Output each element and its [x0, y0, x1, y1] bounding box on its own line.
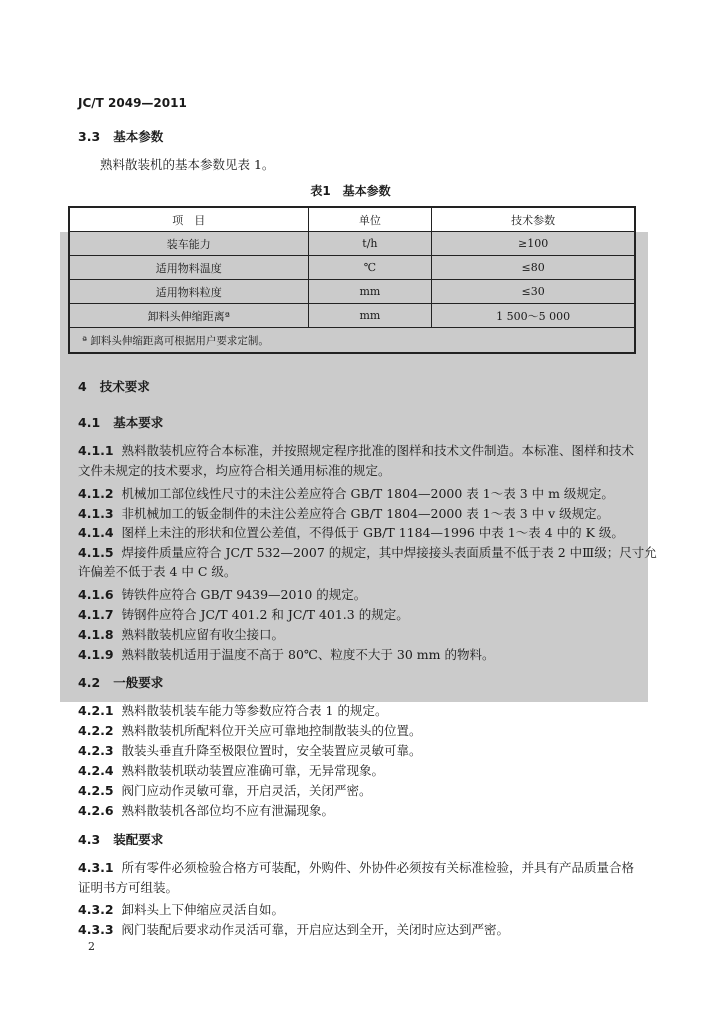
- table-cell: 适用物料粒度: [69, 280, 308, 304]
- table-cell: 装车能力: [69, 232, 308, 256]
- clause-number: 4.2.3: [78, 743, 114, 758]
- table-header-cell: 技术参数: [432, 207, 635, 232]
- section-title: 一般要求: [113, 675, 164, 690]
- table-cell: ≤80: [432, 256, 635, 280]
- clause-4-2-5: [78, 781, 372, 799]
- clause-number: 4.1.8: [78, 627, 114, 642]
- table-cell: ≥100: [432, 232, 635, 256]
- clause-4-1-2: [78, 484, 614, 502]
- table-row: [69, 280, 635, 304]
- clause-continuation: 证明书方可组装。: [78, 880, 179, 895]
- section-heading-3-3: [78, 127, 163, 145]
- clause-text: 铸铁件应符合 GB/T 9439—2010 的规定。: [121, 587, 367, 602]
- clause-4-1-6: [78, 585, 366, 603]
- standard-code: JC/T 2049—2011: [78, 96, 187, 110]
- clause-number: 4.1.9: [78, 647, 114, 662]
- clause-text: 熟料散装机适用于温度不高于 80℃、粒度不大于 30 mm 的物料。: [121, 647, 495, 662]
- clause-4-2-1: [78, 701, 387, 719]
- basic-parameters-table: [68, 206, 636, 354]
- section-title: 装配要求: [113, 832, 164, 847]
- page-number: 2: [88, 940, 95, 953]
- clause-4-3-1: [78, 858, 634, 876]
- clause-text: 熟料散装机联动装置应准确可靠，无异常现象。: [121, 763, 385, 778]
- table-cell: mm: [308, 280, 432, 304]
- clause-number: 4.1.4: [78, 525, 114, 540]
- clause-4-2-3: [78, 741, 422, 759]
- clause-4-2-4: [78, 761, 384, 779]
- table-cell: 适用物料温度: [69, 256, 308, 280]
- section-title: 技术要求: [99, 379, 150, 394]
- clause-4-1-7: [78, 605, 409, 623]
- clause-number: 4.1.7: [78, 607, 114, 622]
- table-header-row: [69, 207, 635, 232]
- clause-text: 卸料头上下伸缩应灵活自如。: [121, 902, 285, 917]
- clause-text: 非机械加工的钣金制件的未注公差应符合 GB/T 1804—2000 表 1～表 3 中 v 级规定。: [121, 506, 610, 521]
- table-cell: 1 500～5 000: [432, 304, 635, 328]
- table-cell: ≤30: [432, 280, 635, 304]
- clause-4-1-1: [78, 441, 634, 459]
- section-intro: 熟料散装机的基本参数见表 1。: [100, 157, 275, 172]
- table-cell: t/h: [308, 232, 432, 256]
- table-row: [69, 256, 635, 280]
- clause-4-1-8: [78, 625, 284, 643]
- section-number: 4.3: [78, 832, 101, 847]
- clause-text: 熟料散装机各部位均不应有泄漏现象。: [121, 803, 335, 818]
- clause-text: 所有零件必须检验合格方可装配，外购件、外协件必须按有关标准检验，并具有产品质量合格: [121, 860, 635, 875]
- section-number: 3.3: [78, 129, 101, 144]
- clause-4-3-3: [78, 920, 509, 938]
- table-header-cell: 单位: [308, 207, 432, 232]
- clause-number: 4.3.2: [78, 902, 114, 917]
- clause-text: 阀门应动作灵敏可靠，开启灵活，关闭严密。: [121, 783, 372, 798]
- clause-number: 4.2.5: [78, 783, 114, 798]
- table-cell: mm: [308, 304, 432, 328]
- table-note: ª 卸料头伸缩距离可根据用户要求定制。: [69, 328, 635, 354]
- clause-number: 4.1.1: [78, 443, 114, 458]
- table-header-cell: 项 目: [69, 207, 308, 232]
- section-number: 4.2: [78, 675, 101, 690]
- clause-number: 4.1.2: [78, 486, 114, 501]
- clause-4-3-2: [78, 900, 284, 918]
- table-row: [69, 304, 635, 328]
- section-heading-4-3: [78, 830, 163, 848]
- clause-text: 焊接件质量应符合 JC/T 532—2007 的规定，其中焊接接头表面质量不低于表 2 中Ⅲ级；尺寸允: [121, 545, 657, 560]
- clause-number: 4.2.1: [78, 703, 114, 718]
- section-heading-4: [78, 377, 150, 395]
- section-title: 基本参数: [113, 129, 164, 144]
- clause-4-2-2: [78, 721, 422, 739]
- clause-text: 铸钢件应符合 JC/T 401.2 和 JC/T 401.3 的规定。: [121, 607, 409, 622]
- clause-continuation: 文件未规定的技术要求，均应符合相关通用标准的规定。: [78, 463, 391, 478]
- clause-number: 4.2.4: [78, 763, 114, 778]
- clause-number: 4.1.5: [78, 545, 114, 560]
- section-number: 4: [78, 379, 87, 394]
- clause-text: 散装头垂直升降至极限位置时，安全装置应灵敏可靠。: [121, 743, 422, 758]
- table-row: [69, 232, 635, 256]
- clause-4-1-9: [78, 645, 494, 663]
- section-heading-4-1: [78, 413, 163, 431]
- clause-text: 机械加工部位线性尺寸的未注公差应符合 GB/T 1804—2000 表 1～表 3 中 m 级规定。: [121, 486, 614, 501]
- clause-4-1-4: [78, 523, 624, 541]
- clause-text: 熟料散装机装车能力等参数应符合表 1 的规定。: [121, 703, 388, 718]
- table-caption: 表1 基本参数: [310, 184, 391, 198]
- clause-text: 阀门装配后要求动作灵活可靠，开启应达到全开，关闭时应达到严密。: [121, 922, 510, 937]
- clause-4-1-3: [78, 504, 609, 522]
- clause-number: 4.2.2: [78, 723, 114, 738]
- clause-4-2-6: [78, 801, 334, 819]
- table-note-row: [69, 328, 635, 354]
- clause-text: 熟料散装机所配料位开关应可靠地控制散装头的位置。: [121, 723, 422, 738]
- clause-text: 熟料散装机应留有收尘接口。: [121, 627, 285, 642]
- clause-4-1-5: [78, 543, 657, 561]
- section-number: 4.1: [78, 415, 101, 430]
- clause-number: 4.1.3: [78, 506, 114, 521]
- clause-number: 4.2.6: [78, 803, 114, 818]
- clause-number: 4.3.1: [78, 860, 114, 875]
- clause-text: 图样上未注的形状和位置公差值，不得低于 GB/T 1184—1996 中表 1～表 4 中的 K 级。: [121, 525, 624, 540]
- clause-number: 4.3.3: [78, 922, 114, 937]
- section-heading-4-2: [78, 673, 163, 691]
- clause-text: 熟料散装机应符合本标准，并按照规定程序批准的图样和技术文件制造。本标准、图样和技术: [121, 443, 635, 458]
- section-title: 基本要求: [113, 415, 164, 430]
- table-cell: ℃: [308, 256, 432, 280]
- clause-number: 4.1.6: [78, 587, 114, 602]
- clause-continuation: 许偏差不低于表 4 中 C 级。: [78, 564, 237, 579]
- table-cell: 卸料头伸缩距离ª: [69, 304, 308, 328]
